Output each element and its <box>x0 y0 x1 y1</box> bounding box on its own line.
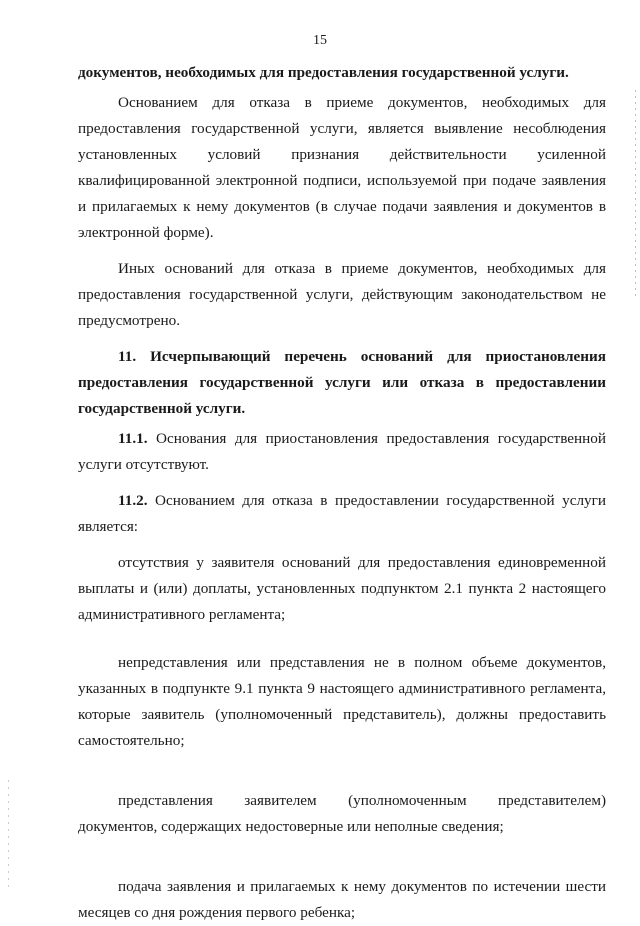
heading-continuation: документов, необходимых для предоставления государственной услуги. <box>78 64 569 81</box>
paragraph-11-2 <box>78 488 606 540</box>
clause-number: 11.1. <box>118 430 148 447</box>
clause-number: 11.2. <box>118 492 148 509</box>
section-11-heading: 11. Исчерпывающий перечень оснований для приостановления предоставления государственной услуги или отказа в предоставлении государственной услуги. <box>78 348 606 417</box>
paragraph-no-other-grounds: Иных оснований для отказа в приеме документов, необходимых для предоставления государственной услуги, действующим законодательством не предусмотрено. <box>78 260 606 329</box>
list-item-no-grounds: отсутствия у заявителя оснований для предоставления единовременной выплаты и (или) доплаты, установленных подпунктом 2.1 пункта 2 настоящего административного регламента; <box>78 554 606 623</box>
list-item-false-information: представления заявителем (уполномоченным представителем) документов, содержащих недостоверные или неполные сведения; <box>78 792 606 835</box>
clause-text: Основания для приостановления предоставления государственной услуги отсутствуют. <box>78 430 606 473</box>
document-body <box>78 60 606 926</box>
scan-edge-mark <box>635 90 636 300</box>
scan-edge-mark-left <box>8 780 9 890</box>
paragraph-refusal-basis: Основанием для отказа в приеме документов, необходимых для предоставления государственной услуги, является выявление несоблюдения установленных условий признания действительности усиленной квалифицированной электронной подписи, используемой при подаче заявления и прилагаемых к нему документов (в случае подачи заявления и документов в электронной форме). <box>78 94 606 241</box>
paragraph-11-1 <box>78 426 606 478</box>
list-item-deadline-expired: подача заявления и прилагаемых к нему документов по истечении шести месяцев со дня рождения первого ребенка; <box>78 878 606 921</box>
page-number: 15 <box>313 33 327 48</box>
list-item-incomplete-documents: непредставления или представления не в полном объеме документов, указанных в подпункте 9.1 пункта 9 настоящего административного регламента, которые заявитель (уполномоченный представитель), должны предоставить самостоятельно; <box>78 654 606 749</box>
clause-text: Основанием для отказа в предоставлении государственной услуги является: <box>78 492 606 535</box>
